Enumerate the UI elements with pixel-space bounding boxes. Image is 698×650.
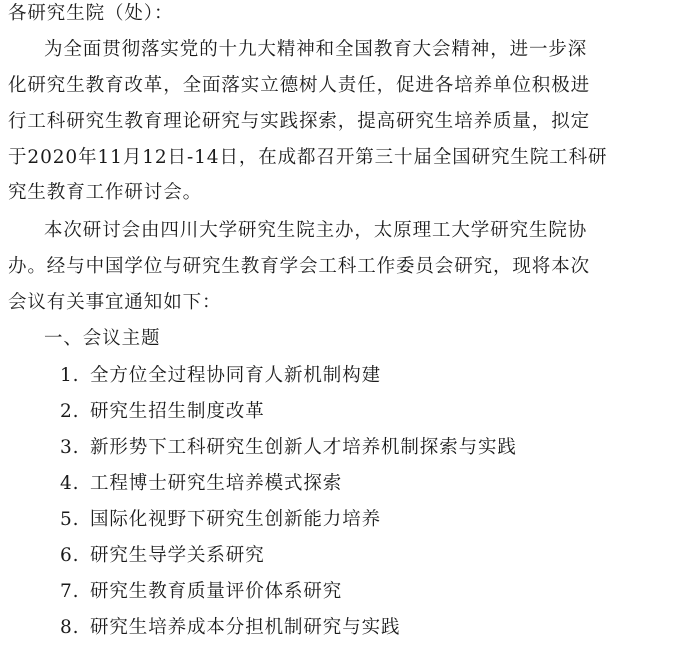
theme-number: 3. bbox=[60, 437, 80, 458]
para1-line-2: 化研究生教育改革，全面落实立德树人责任，促进各培养单位积极进 bbox=[8, 75, 591, 96]
theme-text: 研究生教育质量评价体系研究 bbox=[90, 581, 343, 602]
theme-item bbox=[60, 508, 381, 532]
section-heading: 一、会议主题 bbox=[44, 328, 161, 349]
theme-item bbox=[60, 364, 381, 388]
para2-line-2: 办。经与中国学位与研究生教育学会工科工作委员会研究，现将本次 bbox=[8, 256, 591, 277]
theme-item bbox=[60, 580, 342, 604]
salutation: 各研究生院（处）： bbox=[8, 3, 174, 24]
theme-number: 8. bbox=[60, 617, 80, 638]
theme-number: 6. bbox=[60, 545, 80, 566]
para2-line-3: 会议有关事宜通知如下： bbox=[8, 292, 222, 313]
theme-text: 研究生培养成本分担机制研究与实践 bbox=[90, 617, 401, 638]
theme-number: 2. bbox=[60, 401, 80, 422]
theme-text: 新形势下工科研究生创新人才培养机制探索与实践 bbox=[90, 437, 517, 458]
para1-line-1: 为全面贯彻落实党的十九大精神和全国教育大会精神，进一步深 bbox=[44, 39, 588, 60]
para1-line-3: 行工科研究生教育理论研究与实践探索，提高研究生培养质量，拟定 bbox=[8, 111, 591, 132]
theme-item bbox=[60, 616, 400, 640]
theme-item bbox=[60, 472, 342, 496]
theme-item bbox=[60, 544, 265, 568]
theme-number: 7. bbox=[60, 581, 80, 602]
theme-text: 国际化视野下研究生创新能力培养 bbox=[90, 509, 382, 530]
theme-text: 全方位全过程协同育人新机制构建 bbox=[90, 365, 382, 386]
para1-line-5: 究生教育工作研讨会。 bbox=[8, 182, 203, 203]
theme-text: 工程博士研究生培养模式探索 bbox=[90, 473, 343, 494]
theme-item bbox=[60, 400, 265, 424]
theme-item bbox=[60, 436, 517, 460]
theme-number: 5. bbox=[60, 509, 80, 530]
theme-number: 4. bbox=[60, 473, 80, 494]
theme-text: 研究生招生制度改革 bbox=[90, 401, 265, 422]
para2-line-1: 本次研讨会由四川大学研究生院主办，太原理工大学研究生院协 bbox=[44, 220, 588, 241]
para1-line-4: 于2020年11月12日-14日，在成都召开第三十届全国研究生院工科研 bbox=[8, 147, 608, 168]
theme-number: 1. bbox=[60, 365, 80, 386]
theme-text: 研究生导学关系研究 bbox=[90, 545, 265, 566]
